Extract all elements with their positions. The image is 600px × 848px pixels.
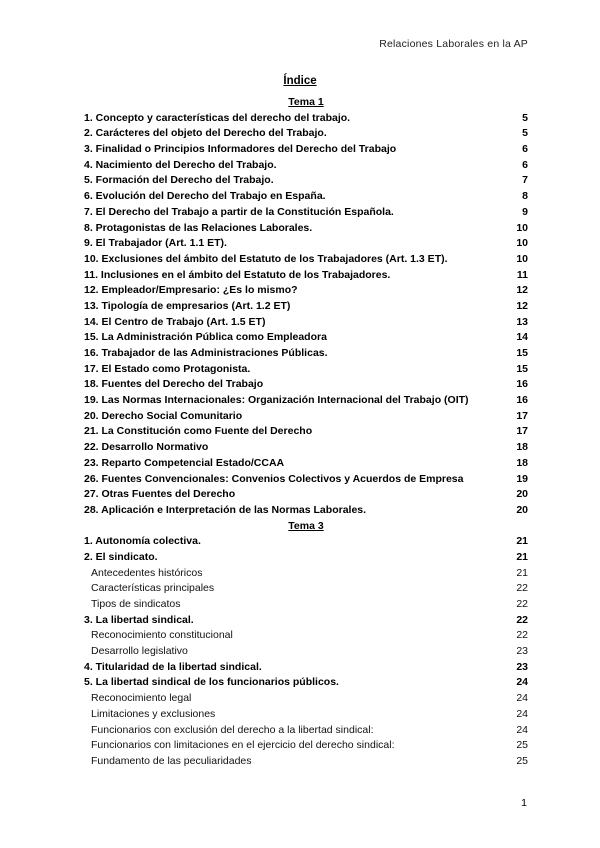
toc-entry[interactable] xyxy=(84,503,528,519)
toc-entry-page: 18 xyxy=(516,441,528,454)
index-title: Índice xyxy=(283,75,317,87)
toc-entry[interactable] xyxy=(84,158,528,174)
toc-entry-title: 26. Fuentes Convencionales: Convenios Colectivos y Acuerdos de Empresa xyxy=(84,472,464,485)
toc-entry-title: 21. La Constitución como Fuente del Derecho xyxy=(84,425,313,438)
toc-entry[interactable] xyxy=(84,377,528,393)
toc-entry-title: 8. Protagonistas de las Relaciones Laborales. xyxy=(84,221,313,234)
toc-entry[interactable] xyxy=(84,487,528,503)
toc-entry-page: 17 xyxy=(516,425,528,438)
toc-entry-title: 1. Concepto y características del derecho del trabajo. xyxy=(84,111,351,124)
toc-entry[interactable] xyxy=(84,330,528,346)
toc-entry[interactable] xyxy=(84,723,528,739)
toc-entry-page: 19 xyxy=(516,472,528,485)
toc-entry-title: 16. Trabajador de las Administraciones Públicas. xyxy=(84,347,328,359)
toc-entry[interactable] xyxy=(84,205,528,221)
toc-entry-title: Reconocimiento legal xyxy=(91,692,192,705)
toc-entry-title: Reconocimiento constitucional xyxy=(91,629,233,642)
toc-entry[interactable] xyxy=(84,126,528,142)
toc-entry[interactable] xyxy=(84,142,528,158)
toc-entry-title: Desarrollo legislativo xyxy=(91,645,188,658)
toc-entry-title: Limitaciones y exclusiones xyxy=(91,707,216,720)
toc-entry-page: 13 xyxy=(516,315,528,328)
toc-entry-title: 2. Carácteres del objeto del Derecho del Trabajo. xyxy=(84,127,327,140)
toc-entry-title: 20. Derecho Social Comunitario xyxy=(84,409,243,422)
toc-entry-page: 6 xyxy=(522,143,528,156)
toc-entry-title: 9. El Trabajador (Art. 1.1 ET). xyxy=(84,237,227,250)
toc-entry-page: 16 xyxy=(516,378,528,391)
toc-entry-page: 23 xyxy=(516,645,528,658)
toc-entry-page: 25 xyxy=(516,754,528,767)
toc-entry[interactable] xyxy=(84,660,528,676)
toc-entry[interactable] xyxy=(84,424,528,440)
toc-entry-title: 4. Titularidad de la libertad sindical. xyxy=(84,660,262,673)
toc-entry[interactable] xyxy=(84,691,528,707)
toc-entry-title: 11. Inclusiones en el ámbito del Estatuto de los Trabajadores. xyxy=(84,268,391,281)
toc-entry-title: 3. La libertad sindical. xyxy=(84,613,194,626)
toc-entry[interactable] xyxy=(84,628,528,644)
toc-entry-page: 25 xyxy=(516,739,528,752)
toc-entry[interactable] xyxy=(84,738,528,754)
toc-entry[interactable] xyxy=(84,346,528,362)
toc-entry-title: 7. El Derecho del Trabajo a partir de la Constitución Española. xyxy=(84,205,394,218)
toc-entry-page: 20 xyxy=(516,503,528,516)
toc-entry-title: 28. Aplicación e Interpretación de las Normas Laborales. xyxy=(84,503,367,516)
toc-entry-title: 17. El Estado como Protagonista. xyxy=(84,362,251,375)
toc-entry-page: 23 xyxy=(516,660,528,673)
toc-entry-page: 12 xyxy=(516,284,528,297)
toc-entry-title: 10. Exclusiones del ámbito del Estatuto de los Trabajadores (Art. 1.3 ET). xyxy=(84,252,448,265)
toc-entry-title: Antecedentes históricos xyxy=(91,566,203,579)
toc-entry-title: 5. La libertad sindical de los funcionarios públicos. xyxy=(84,676,339,689)
section-heading: Tema 1 xyxy=(288,96,324,108)
toc-entry-page: 15 xyxy=(516,362,528,375)
toc-entry[interactable] xyxy=(84,111,528,127)
toc-entry[interactable] xyxy=(84,236,528,252)
toc-entry[interactable] xyxy=(84,393,528,409)
toc-entry-page: 24 xyxy=(516,707,528,720)
toc-entry-title: Funcionarios con exclusión del derecho a la libertad sindical: xyxy=(91,723,374,736)
toc-entry[interactable] xyxy=(84,707,528,723)
toc-entry[interactable] xyxy=(84,754,528,770)
toc-entry-page: 10 xyxy=(516,252,528,265)
toc-entry[interactable] xyxy=(84,315,528,331)
toc-entry-title: 4. Nacimiento del Derecho del Trabajo. xyxy=(84,158,277,171)
toc-entry[interactable] xyxy=(84,252,528,268)
toc-entry-title: 19. Las Normas Internacionales: Organización Internacional del Trabajo (OIT) xyxy=(84,394,469,407)
toc-entry[interactable] xyxy=(84,173,528,189)
toc-entry[interactable] xyxy=(84,534,528,550)
toc-entry-page: 5 xyxy=(522,111,528,124)
toc-entry-title: 18. Fuentes del Derecho del Trabajo xyxy=(84,378,264,391)
toc-entry-page: 7 xyxy=(522,174,528,187)
toc-entry-title: Tipos de sindicatos xyxy=(91,598,181,610)
toc-entry-page: 24 xyxy=(516,723,528,736)
toc-entry-page: 5 xyxy=(522,127,528,140)
toc-entry[interactable] xyxy=(84,675,528,691)
toc-entry-page: 24 xyxy=(516,692,528,705)
toc-entry-page: 22 xyxy=(516,629,528,642)
toc-entry-title: 5. Formación del Derecho del Trabajo. xyxy=(84,174,274,187)
toc-entry-page: 14 xyxy=(516,331,528,344)
toc-entry-page: 9 xyxy=(522,205,528,218)
toc-entry-title: 6. Evolución del Derecho del Trabajo en España. xyxy=(84,190,326,203)
toc-entry[interactable] xyxy=(84,613,528,629)
toc-entry[interactable] xyxy=(84,299,528,315)
toc-entry[interactable] xyxy=(84,456,528,472)
toc-entry[interactable] xyxy=(84,566,528,582)
toc-entry-page: 11 xyxy=(516,268,528,281)
toc-entry-page: 10 xyxy=(516,237,528,250)
toc-entry-page: 17 xyxy=(516,409,528,422)
toc-entry[interactable] xyxy=(84,268,528,284)
toc-entry-page: 12 xyxy=(516,299,528,312)
toc-entry-title: Funcionarios con limitaciones en el ejercicio del derecho sindical: xyxy=(91,739,395,752)
toc-entry-page: 6 xyxy=(522,158,528,171)
table-of-contents xyxy=(84,95,528,770)
toc-entry[interactable] xyxy=(84,550,528,566)
toc-entry[interactable] xyxy=(84,221,528,237)
toc-entry-page: 21 xyxy=(516,550,528,563)
toc-entry-page: 16 xyxy=(516,394,528,407)
toc-entry[interactable] xyxy=(84,472,528,488)
toc-entry[interactable] xyxy=(84,362,528,378)
toc-entry-page: 15 xyxy=(516,347,528,359)
toc-entry-title: 27. Otras Fuentes del Derecho xyxy=(84,488,236,501)
toc-entry[interactable] xyxy=(84,597,528,613)
toc-entry-page: 18 xyxy=(516,456,528,469)
toc-entry[interactable] xyxy=(84,189,528,205)
toc-entry[interactable] xyxy=(84,581,528,597)
section-heading: Tema 3 xyxy=(288,519,324,532)
toc-entry[interactable] xyxy=(84,283,528,299)
toc-entry-title: 23. Reparto Competencial Estado/CCAA xyxy=(84,456,285,469)
toc-entry-page: 22 xyxy=(516,613,528,626)
toc-entry-page: 21 xyxy=(516,535,528,548)
toc-entry-title: 12. Empleador/Empresario: ¿Es lo mismo? xyxy=(84,284,298,297)
toc-entry-page: 22 xyxy=(516,582,528,595)
toc-entry-title: 15. La Administración Pública como Empleadora xyxy=(84,331,327,344)
toc-entry[interactable] xyxy=(84,409,528,425)
toc-entry-page: 10 xyxy=(516,221,528,234)
toc-entry-page: 20 xyxy=(516,488,528,501)
page-number: 1 xyxy=(521,797,527,809)
toc-entry[interactable] xyxy=(84,440,528,456)
toc-entry-title: 2. El sindicato. xyxy=(84,550,158,563)
toc-entry-title: 3. Finalidad o Principios Informadores del Derecho del Trabajo xyxy=(84,143,397,156)
toc-entry-page: 24 xyxy=(516,676,528,689)
toc-entry-page: 21 xyxy=(516,566,528,579)
running-header: Relaciones Laborales en la AP xyxy=(379,38,528,50)
toc-entry-title: Características principales xyxy=(91,582,215,595)
toc-entry-title: Fundamento de las peculiaridades xyxy=(91,754,252,767)
toc-entry-title: 1. Autonomía colectiva. xyxy=(84,535,201,548)
toc-entry-page: 22 xyxy=(516,598,528,610)
toc-entry-title: 13. Tipología de empresarios (Art. 1.2 ET) xyxy=(84,299,291,312)
toc-entry[interactable] xyxy=(84,644,528,660)
toc-entry-title: 14. El Centro de Trabajo (Art. 1.5 ET) xyxy=(84,315,266,328)
toc-entry-page: 8 xyxy=(522,190,528,203)
toc-entry-title: 22. Desarrollo Normativo xyxy=(84,441,209,454)
